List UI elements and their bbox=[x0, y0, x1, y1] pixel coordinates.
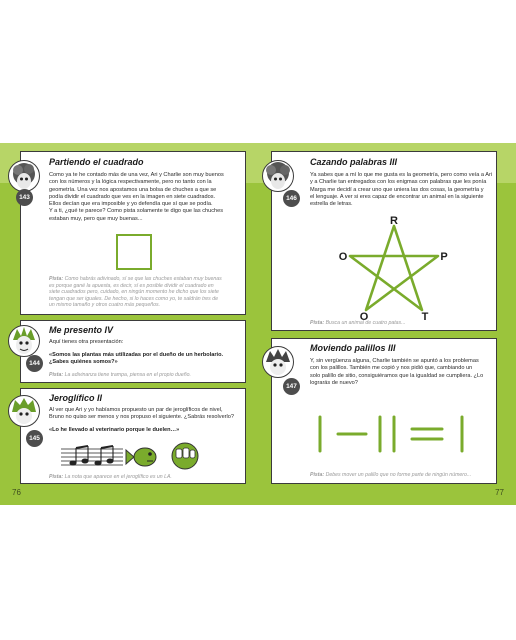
puzzle-hint bbox=[49, 372, 243, 379]
hint-label: Pista: bbox=[310, 320, 325, 326]
puzzle-card-146 bbox=[271, 151, 497, 331]
text-line: solo palillo de sitio, consiguiéramos que la igualdad se cumpliera. ¿Lo bbox=[310, 372, 484, 379]
text-line: geometría. Una vez nos apostamos una bolsa de chuches a que se bbox=[49, 186, 217, 193]
star-letter-bottom-right: T bbox=[421, 311, 429, 320]
text-line: Como ya te he contado más de una vez, Ari y Charlie son muy buenos bbox=[49, 172, 224, 178]
hint-line: Como habrás adivinado, sí se que las chuches estaban muy buenas bbox=[64, 276, 222, 282]
avatar bbox=[8, 160, 40, 192]
hint-line: siete cuadrados pero, cuidado, en ningún momento he dicho que los siete bbox=[49, 289, 219, 296]
text-line: Y, sin vergüenza alguna, Charlie también se apuntó a los problemas bbox=[310, 358, 479, 364]
text-line: Ya sabes que a mí lo que me gusta es la geometría, pero como veía a Ari bbox=[310, 172, 493, 178]
puzzle-hint bbox=[310, 472, 494, 479]
text-line: con los palillos. También me copió y nos pidió que, cambiando un bbox=[310, 365, 473, 372]
puzzle-number-badge: 145 bbox=[26, 430, 43, 447]
avatar bbox=[262, 346, 294, 378]
hint-label: Pista: bbox=[49, 372, 64, 378]
puzzle-card-147 bbox=[271, 338, 497, 484]
page-number-right: 77 bbox=[495, 488, 504, 497]
fish-icon bbox=[126, 448, 156, 466]
star-letter-left: O bbox=[338, 251, 348, 263]
puzzle-riddle bbox=[49, 352, 243, 367]
puzzle-text bbox=[310, 172, 494, 208]
rebus-image bbox=[61, 439, 211, 473]
text-line: Marga me decidí a crear uno que uniera las dos cosas, la geometría y bbox=[310, 186, 484, 193]
text-line: Ellos decían que era imposible y yo defendía que sí que se podía. bbox=[49, 201, 213, 208]
page-number-left: 76 bbox=[12, 488, 21, 497]
avatar bbox=[262, 160, 294, 192]
puzzle-title: Cazando palabras III bbox=[310, 157, 398, 167]
puzzle-hint bbox=[49, 276, 243, 309]
hint-label: Pista: bbox=[49, 276, 64, 282]
hint-text: La nota que aparece en el jeroglífico es un LA. bbox=[64, 474, 172, 480]
puzzle-title: Partiendo el cuadrado bbox=[49, 157, 144, 167]
teeth-icon bbox=[172, 443, 198, 469]
puzzle-title: Jeroglífico II bbox=[49, 393, 103, 403]
riddle-line: ¿Sabes quiénes somos?» bbox=[49, 359, 118, 366]
star-letter-top: R bbox=[390, 216, 398, 227]
hint-text: Debes mover un palillo que no forme parte de ningún número... bbox=[325, 472, 472, 478]
hint-text: Busca un animal de cuatro patas... bbox=[325, 320, 406, 326]
text-line: Bruno no quiso ser menos y nos propuso el siguiente. ¿Sabrás resolverlo? bbox=[49, 414, 235, 421]
puzzle-number-badge: 144 bbox=[26, 355, 43, 372]
text-line: podía dividir el cuadrado que ves en la imagen en siete cuadrados. bbox=[49, 193, 216, 200]
puzzle-title: Me presento IV bbox=[49, 325, 114, 335]
star-letter-bottom-left: O bbox=[359, 311, 369, 320]
hint-line: un mismo tamaño y otros cuatro más pequeños. bbox=[49, 302, 161, 309]
riddle-line: «Somos las plantas más utilizadas por el dueño de un herbolario. bbox=[49, 352, 224, 358]
puzzle-number-badge: 146 bbox=[283, 190, 300, 207]
text-line: lograrás de nuevo? bbox=[310, 379, 358, 386]
text-line: y a Charlie tan entregados con los enigmas con palabras que les ponía bbox=[310, 179, 487, 186]
puzzle-riddle: «Lo he llevado al veterinario porque le duelen…» bbox=[49, 427, 180, 433]
hint-label: Pista: bbox=[49, 474, 64, 480]
star-letter-right: P bbox=[440, 251, 448, 263]
hint-label: Pista: bbox=[310, 472, 325, 478]
hint-text: La adivinanza tiene trampa, piensa en el propio dueño. bbox=[64, 372, 191, 378]
text-line: con los números y la lógica respectivamente, pero no tanto con la bbox=[49, 179, 212, 186]
square-figure bbox=[116, 234, 152, 270]
matchsticks-figure bbox=[312, 411, 482, 457]
puzzle-hint bbox=[49, 474, 243, 481]
hint-line: es porque gané la apuesta, es decir, sí es posible dividir el cuadrado en bbox=[49, 282, 214, 289]
puzzle-hint bbox=[310, 320, 494, 327]
letter-star bbox=[330, 216, 450, 320]
hint-line: tengan que ser iguales. De hecho, si lo haces como yo, te saldrán tres de bbox=[49, 295, 218, 302]
avatar bbox=[8, 325, 40, 357]
puzzle-card-143 bbox=[20, 151, 246, 315]
puzzle-text bbox=[49, 407, 243, 422]
text-line: estaban muy, pero que muy buenas... bbox=[49, 215, 143, 222]
puzzle-title: Moviendo palillos III bbox=[310, 343, 396, 353]
text-line: el lenguaje. A ver si eres capaz de encontrar un animal en la siguiente bbox=[310, 193, 484, 200]
puzzle-number-badge: 143 bbox=[16, 189, 33, 206]
puzzle-text bbox=[49, 172, 243, 223]
puzzle-number-badge: 147 bbox=[283, 378, 300, 395]
text-line: Al ver que Ari y yo habíamos propuesto un par de jeroglíficos de nivel, bbox=[49, 407, 223, 413]
puzzle-text bbox=[310, 358, 494, 387]
text-line: Y a ti, ¿qué te parece? Como pista solamente te digo que las chuches bbox=[49, 208, 224, 215]
puzzle-card-144 bbox=[20, 320, 246, 383]
avatar bbox=[8, 395, 40, 427]
puzzle-card-145 bbox=[20, 388, 246, 484]
puzzle-intro: Aquí tienes otra presentación: bbox=[49, 339, 124, 345]
text-line: estrella de letras. bbox=[310, 201, 353, 208]
